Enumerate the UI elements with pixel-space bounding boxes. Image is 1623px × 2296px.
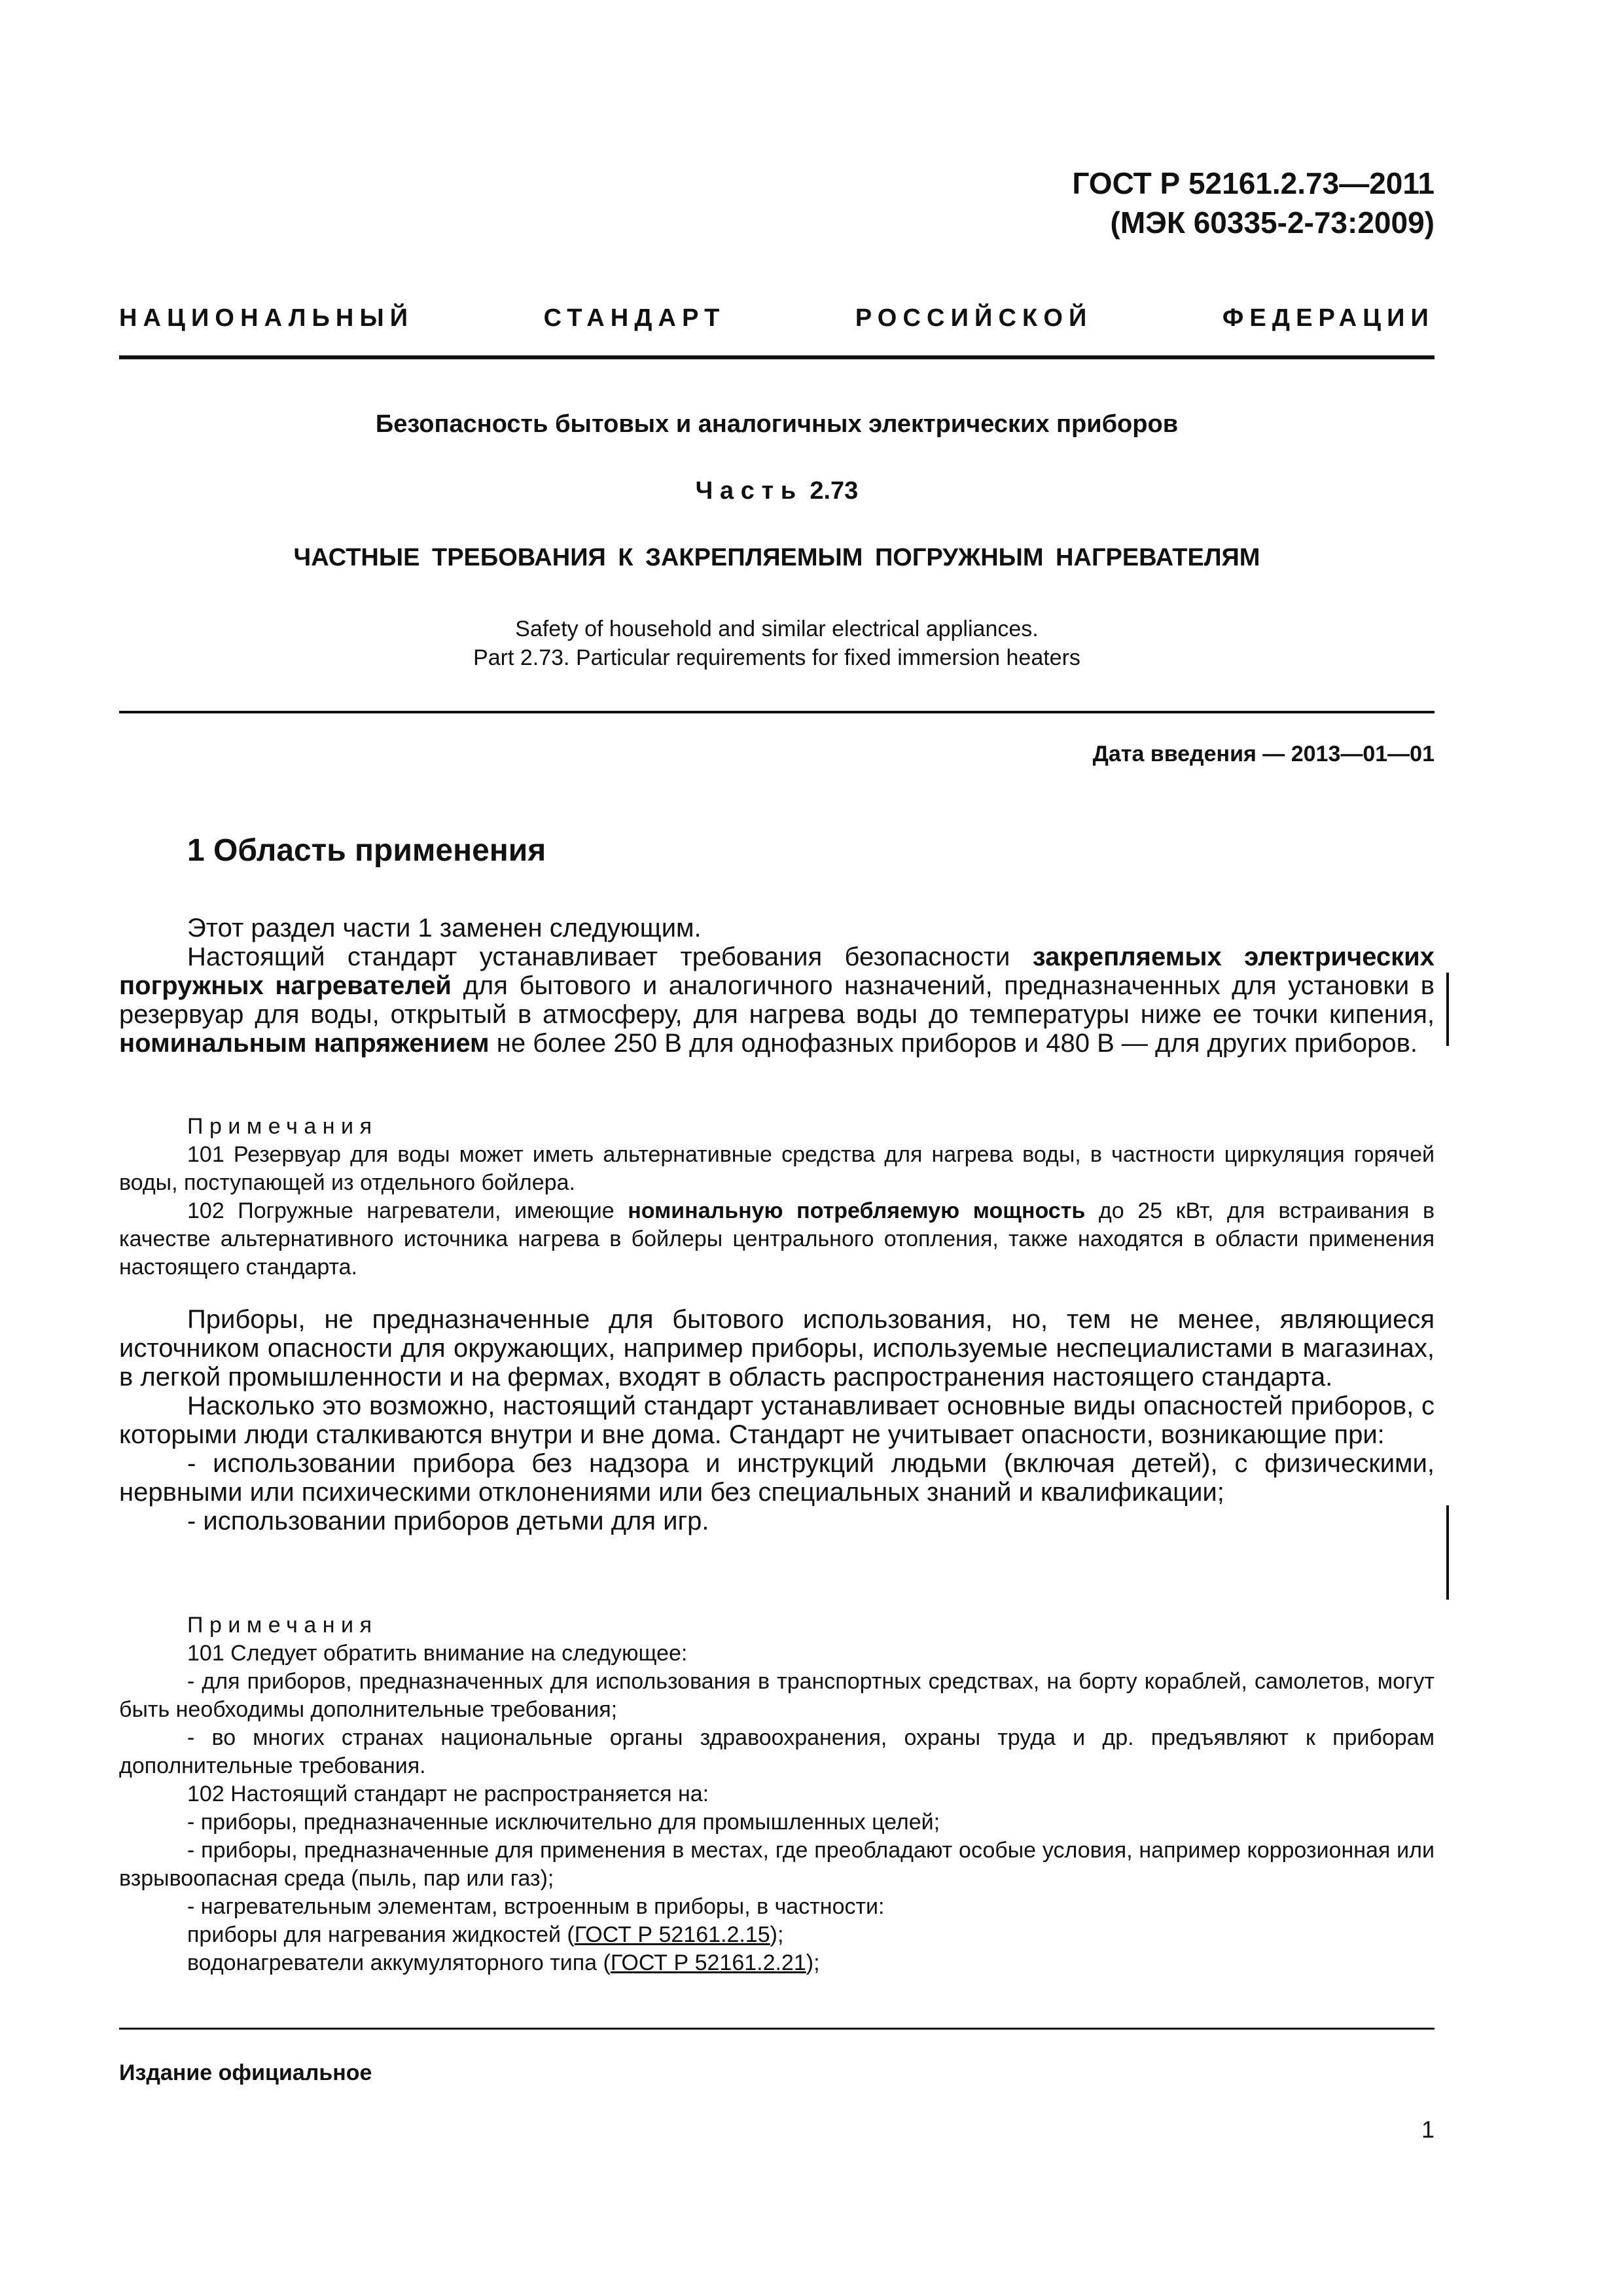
note2-101: 101 Следует обратить внимание на следующее: [187, 1641, 688, 1666]
note2-102-item-1 [119, 1921, 1435, 1949]
page-number: 1 [1421, 2116, 1435, 2143]
note-text: 102 Погружные нагреватели, имеющие [187, 1198, 628, 1223]
part-word: Часть [695, 477, 803, 505]
item-text: приборы для нагревания жидкостей ( [187, 1922, 575, 1947]
note-term: номинальную потребляемую мощность [628, 1198, 1086, 1223]
title-rule [119, 711, 1435, 713]
subject-title: ЧАСТНЫЕ ТРЕБОВАНИЯ К ЗАКРЕПЛЯЕМЫМ ПОГРУЖНЫМ НАГРЕВАТЕЛЯМ [293, 544, 1260, 571]
english-title-line1: Safety of household and similar electrical appliances. [515, 617, 1039, 641]
english-title [119, 615, 1435, 672]
item-text: водонагреватели аккумуляторного типа ( [187, 1950, 611, 1975]
gost-reference-link[interactable]: ГОСТ Р 52161.2.21 [610, 1950, 806, 1975]
scope-intro: Этот раздел части 1 заменен следующим. [187, 914, 702, 942]
note2-102-bullet-2: - приборы, предназначенные для применения в местах, где преобладают особые условия, например коррозионная или взрывоопасная среда (пыль, пар или газ); [119, 1838, 1435, 1891]
scope-main-paragraph [119, 942, 1435, 1058]
standard-code-gost: ГОСТ Р 52161.2.73—2011 [1072, 166, 1435, 200]
note-text: до 25 кВт, для встраивания в качестве альтернативного источника нагрева в бойлеры центрального отопления, также находятся в области применения настоящего стандарта. [119, 1198, 1435, 1280]
notes-block-2 [119, 1611, 1435, 1977]
part-title [119, 477, 1435, 505]
header-rule [119, 355, 1435, 359]
hazard-bullet-2: - использовании приборов детьми для игр. [187, 1507, 709, 1535]
note2-102-bullet-1: - приборы, предназначенные исключительно для промышленных целей; [187, 1810, 940, 1835]
notes-label [119, 1611, 1435, 1640]
footer-rule [119, 2028, 1435, 2030]
note2-101-bullet-2: - во многих странах национальные органы здравоохранения, охраны труда и др. предъявляют к приборам дополнительные требования. [119, 1725, 1435, 1778]
note2-102-item-2 [119, 1949, 1435, 1977]
section-heading: 1 Область применения [187, 833, 546, 868]
standard-code [1072, 164, 1435, 242]
date-of-introduction: Дата введения — 2013—01—01 [1092, 742, 1435, 766]
notes-label [119, 1113, 1435, 1141]
notes-block-1 [119, 1113, 1435, 1282]
item-text: ); [806, 1950, 820, 1975]
note-102 [119, 1197, 1435, 1282]
item-text: ); [770, 1922, 784, 1947]
scope-text: Настоящий стандарт устанавливает требования безопасности [187, 942, 1033, 971]
scope-text: не более 250 В для однофазных приборов и 480 В — для других приборов. [489, 1029, 1418, 1058]
scope-paragraphs-2 [119, 1305, 1435, 1535]
gost-reference-link[interactable]: ГОСТ Р 52161.2.15 [574, 1922, 770, 1947]
note2-102-bullet-3: - нагревательным элементам, встроенным в приборы, в частности: [187, 1894, 885, 1919]
notes-label-text: Примечания [187, 1114, 378, 1139]
note2-102: 102 Настоящий стандарт не распространяется на: [187, 1782, 709, 1806]
non-household-paragraph: Приборы, не предназначенные для бытового использования, но, тем не менее, являющиеся источником опасности для окружающих, например приборы, используемые неспециалистами в магазинах, в легкой промышленности и на фермах, входят в область распространения настоящего стандарта. [119, 1305, 1435, 1391]
english-title-line2: Part 2.73. Particular requirements for fixed immersion heaters [473, 645, 1080, 670]
note2-101-bullet-1: - для приборов, предназначенных для использования в транспортных средствах, на борту кораблей, самолетов, могут быть необходимы дополнительные требования; [119, 1669, 1435, 1722]
official-edition: Издание официальное [119, 2060, 372, 2085]
change-bar [1446, 973, 1449, 1046]
scope-term: закрепляемых электрических погружных нагревателей [119, 942, 1435, 1000]
scope-text: для бытового и аналогичного назначений, предназначенных для установки в резервуар для воды, открытый в атмосферу, для нагрева воды до температуры ниже ее точки кипения, [119, 971, 1435, 1029]
national-standard-banner: НАЦИОНАЛЬНЫЙ СТАНДАРТ РОССИЙСКОЙ ФЕДЕРАЦИИ [119, 304, 1435, 332]
change-bar [1446, 1505, 1449, 1600]
hazards-paragraph: Насколько это возможно, настоящий стандарт устанавливает основные виды опасностей приборов, с которыми люди сталкиваются внутри и вне дома. Стандарт не учитывает опасности, возникающие при: [119, 1391, 1435, 1449]
standard-code-iec: (МЭК 60335-2-73:2009) [1110, 206, 1435, 240]
document-title: Безопасность бытовых и аналогичных электрических приборов [375, 410, 1179, 438]
note-101: 101 Резервуар для воды может иметь альтернативные средства для нагрева воды, в частности циркуляция горячей воды, поступающей из отдельного бойлера. [119, 1142, 1435, 1195]
hazard-bullet-1: - использовании прибора без надзора и инструкций людьми (включая детей), с физическими, нервными или психическими отклонениями или без специальных знаний и квалификации; [119, 1449, 1435, 1507]
part-number: 2.73 [810, 477, 859, 505]
notes-label-text: Примечания [187, 1613, 378, 1638]
scope-paragraphs [119, 914, 1435, 1058]
scope-term: номинальным напряжением [119, 1029, 490, 1058]
